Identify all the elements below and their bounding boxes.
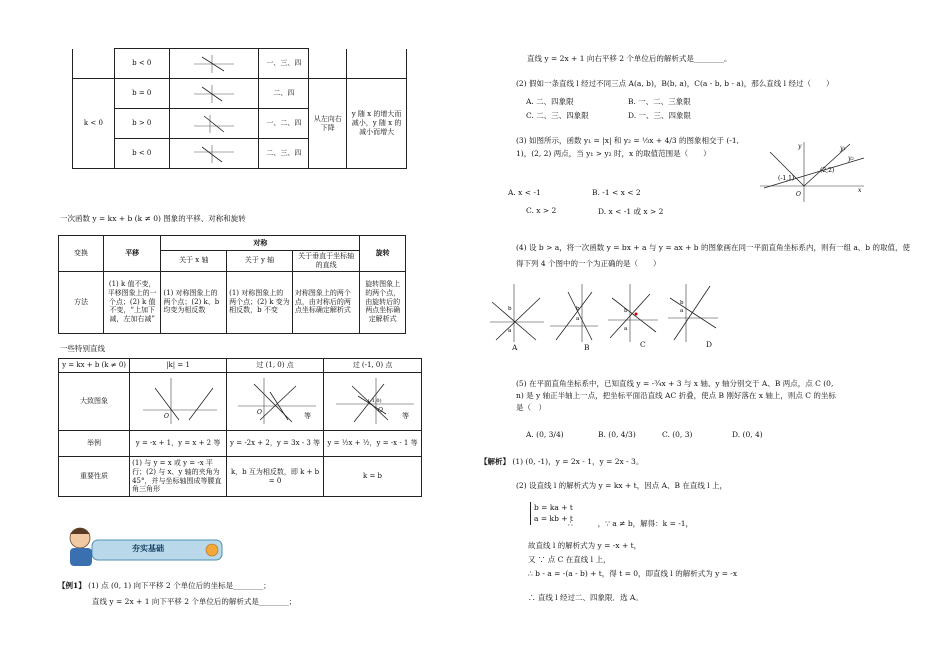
graph-thumb [169, 139, 259, 169]
example1-q1-text: (1) 点 (0, 1) 向下平移 2 个单位后的坐标是________； [88, 581, 271, 590]
sym-y-text: (1) 对称图象上的两个点；(2) k 变为相反数，b 不变 [227, 271, 293, 333]
svg-text:y₁: y₁ [840, 145, 846, 152]
q4-figure-d [668, 284, 718, 342]
property-through-1-0: k，b 互为相反数，即 k + b = 0 [227, 457, 324, 497]
graph-abs-k [130, 373, 227, 431]
q3-option-d: D. x < -1 或 x > 2 [598, 207, 664, 216]
quadrant-cell: 二、四 [259, 79, 309, 109]
q5-option-c: C. (0, 3) [662, 430, 693, 439]
example1-q1b: 直线 y = 2x + 1 向下平移 2 个单位后的解析式是________； [92, 597, 297, 606]
graph-thumb [169, 49, 259, 79]
example1-q5: (5) 在平面直角坐标系中，已知直线 y = -¾x + 3 与 x 轴、y 轴分别交于 A、B 两点，点 C (0, n) 是 y 轴正半轴上一点，把坐标平面沿直线 AC 折叠，使点 B 刚好落在 x 轴上，则点 C 的坐标是（ ） [516, 379, 836, 412]
translate-text: (1) k 值不变，平移图象上的一个点；(2) k 值不变，“上加下减，左加右减” [103, 271, 160, 333]
q4-label-b: B [584, 343, 590, 352]
q4-label-a: A [512, 343, 518, 352]
k-negative-table [72, 48, 407, 169]
q5-option-a: A. (0, 3/4) [526, 430, 564, 439]
svg-text:y₂: y₂ [848, 155, 854, 162]
svg-text:a: a [680, 308, 684, 314]
q4-figure-c [608, 284, 658, 342]
q3-option-b: B. -1 < x < 2 [592, 188, 641, 197]
svg-text:y: y [798, 143, 802, 150]
header-abs-k: |k| = 1 [130, 359, 227, 373]
q3-figure [758, 138, 868, 206]
svg-text:O: O [377, 407, 383, 415]
solution-s7: 又 ∵ 点 C 在直线 l 上， [528, 555, 611, 564]
row-method: 方法 [59, 271, 104, 333]
svg-text:x: x [858, 187, 862, 194]
svg-text:b: b [508, 306, 512, 312]
header-through-neg1-0: 过 (-1, 0) 点 [324, 359, 422, 373]
q5-option-d: D. (0, 4) [732, 430, 763, 439]
b-cell: b < 0 [114, 49, 169, 79]
banner-label: 夯实基础 [132, 543, 164, 553]
example1-q3: (3) 如图所示，函数 y₁ = |x| 和 y₂ = ⅓x + 4/3 的图象相交于 (-1, 1)，(2, 2) 两点，当 y₁ > y₂ 时，x 的取值范围是（ ） [516, 136, 740, 158]
solution-s5: ∴ ，∵ a ≠ b，解得：k = -1， [568, 519, 694, 528]
header-transform: 变换 [59, 236, 104, 272]
q2-option-b: B. 一、二、三象限 [628, 97, 691, 106]
q3-option-c: C. x > 2 [526, 206, 557, 215]
sym-perp-text: 对称图象上的两个点，由对称后的两点坐标确定解析式 [292, 271, 360, 333]
solution-s3: b = ka + t [534, 503, 573, 512]
section2-title: 一次函数 y = kx + b (k ≠ 0) 图象的平移、对称和旋转 [60, 214, 246, 223]
example1-q4: (4) 设 b > a，将一次函数 y = bx + a 与 y = ax + b 的图象画在同一平面直角坐标系内，则有一组 a、b 的取值，使得下列 4 个图中的一个为正确的是（ ） [516, 243, 910, 268]
b-cell: b < 0 [114, 139, 169, 169]
b-cell: b = 0 [114, 79, 169, 109]
svg-text:等: 等 [304, 412, 312, 421]
example-through-neg1-0: y = ½x + ½，y = -x - 1 等 [324, 431, 422, 457]
quadrant-cell: 一、二、四 [259, 109, 309, 139]
solution-line-1 [480, 456, 643, 467]
q4-label-c: C [640, 340, 646, 349]
header-sym-y: 关于 y 轴 [227, 251, 293, 272]
b-cell: b > 0 [114, 109, 169, 139]
row-example-label: 举例 [59, 431, 130, 457]
row-property-label: 重要性质 [59, 457, 130, 497]
property-abs-k: (1) 与 y = x 或 y = -x 平行；(2) 与 x、y 轴的夹角为 45°，并与坐标轴围成等腰直角三角形 [130, 457, 227, 497]
svg-text:O: O [257, 409, 262, 417]
sym-x-text: (1) 对称图象上的两个点；(2) k、b 均变为相反数 [161, 271, 227, 333]
svg-text:等: 等 [401, 412, 409, 421]
svg-text:O: O [164, 413, 169, 421]
q5-option-b: B. (0, 4/3) [598, 430, 636, 439]
svg-text:(-1,1): (-1,1) [778, 175, 795, 182]
q4-label-d: D [706, 340, 713, 349]
trend-cell: y 随 x 的增大而减小，y 随 x 的减小而增大 [347, 79, 407, 169]
example1-q1 [58, 580, 271, 591]
graph-thumb [169, 79, 259, 109]
q4-figures [488, 282, 718, 346]
special-lines-table [58, 358, 422, 497]
q2-option-d: D. 一、三、四象限 [628, 111, 692, 120]
solution-s9: ∴ 直线 l 经过二、四象限．选 A。 [528, 593, 643, 602]
header-symmetry: 对称 [161, 236, 360, 251]
solution-s1: (1) (0, -1)，y = 2x - 1，y = 2x - 3。 [512, 457, 644, 466]
rotate-text: 旋转图象上的两个点，由旋转后的两点坐标确定解析式 [360, 271, 406, 333]
example1-q1c: 直线 y = 2x + 1 向右平移 2 个单位后的解析式是________。 [527, 54, 732, 63]
solution-s2: (2) 设直线 l 的解析式为 y = kx + t，因点 A、B 在直线 l 上， [516, 481, 728, 490]
svg-text:a: a [508, 328, 512, 334]
header-through-1-0: 过 (1, 0) 点 [227, 359, 324, 373]
solution-tag: 【解析】 [480, 457, 510, 466]
transform-table [58, 235, 406, 334]
graph-through-neg1-0 [324, 373, 422, 431]
section3-title: 一些特别直线 [60, 344, 105, 353]
svg-text:O: O [796, 191, 801, 198]
graph-thumb [169, 109, 259, 139]
solution-s4: a = kb + t [534, 514, 573, 524]
section-banner [62, 520, 227, 568]
q2-option-a: A. 二、四象限 [526, 97, 574, 106]
example-abs-k: y = -x + 1，y = x + 2 等 [130, 431, 227, 457]
svg-text:b: b [624, 308, 628, 314]
header-general: y = kx + b (k ≠ 0) [59, 359, 130, 373]
row-graph-label: 大致图象 [59, 373, 130, 431]
svg-text:(-1,0): (-1,0) [367, 398, 382, 405]
svg-text:a: a [624, 326, 628, 332]
svg-text:b: b [576, 306, 580, 312]
q4-figure-a [490, 284, 544, 342]
header-translate: 平移 [103, 236, 160, 272]
solution-s6: 故直线 l 的解析式为 y = -x + t， [528, 541, 642, 550]
header-sym-perp: 关于垂直于坐标轴的直线 [292, 251, 360, 272]
svg-text:a: a [576, 316, 580, 322]
quadrant-cell: 一、三、四 [259, 49, 309, 79]
direction-cell: 从左向右下降 [309, 79, 347, 169]
header-rotate: 旋转 [360, 236, 406, 272]
example1-q2: (2) 假如一条直线 l 经过不同三点 A(a, b)，B(b, a)，C(a - b, b - a)，那么直线 l 经过（ ） [516, 79, 834, 88]
q4-figure-b [550, 284, 598, 342]
graph-through-1-0 [227, 373, 324, 431]
header-sym-x: 关于 x 轴 [161, 251, 227, 272]
k-label: k < 0 [73, 79, 115, 169]
property-through-neg1-0: k = b [324, 457, 422, 497]
solution-s8: ∴ b - a = -(a - b) + t，得 t = 0，即直线 l 的解析式为 y = -x [528, 569, 738, 578]
q3-option-a: A. x < -1 [508, 188, 541, 197]
svg-text:(2,2): (2,2) [820, 167, 835, 174]
q2-option-c: C. 二、三、四象限 [526, 111, 589, 120]
example-through-1-0: y = -2x + 2，y = 3x - 3 等 [227, 431, 324, 457]
quadrant-cell: 二、三、四 [259, 139, 309, 169]
svg-text:b: b [680, 300, 684, 306]
example1-tag: 【例1】 [58, 581, 86, 590]
